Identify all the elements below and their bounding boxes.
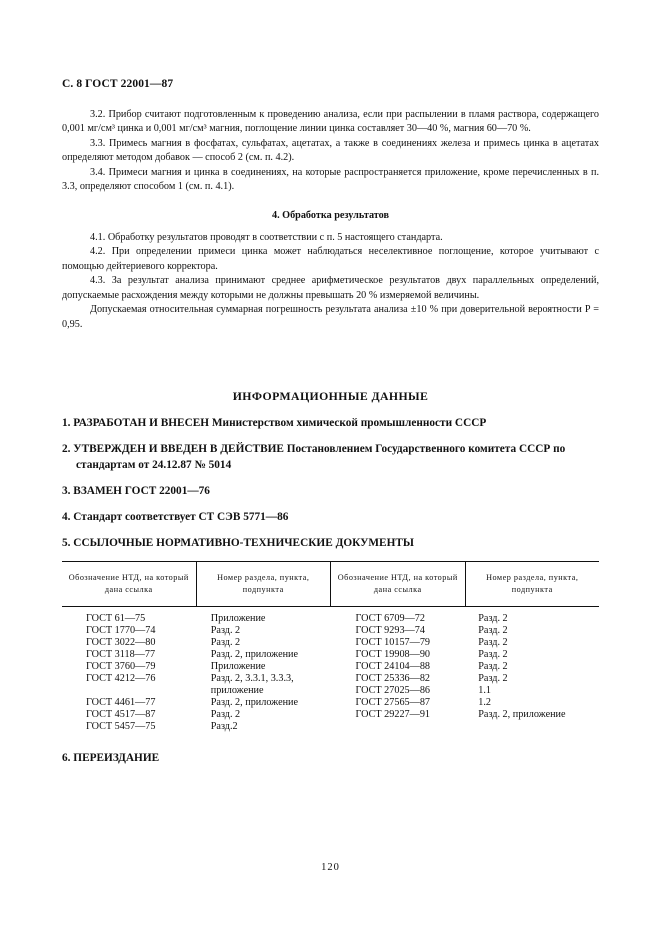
info-item-6: 6. ПЕРЕИЗДАНИЕ	[62, 752, 160, 764]
table-cell: Разд. 2, приложение	[210, 649, 299, 660]
column-ntd-right	[332, 613, 477, 733]
table-cell: ГОСТ 9293—74	[355, 625, 425, 636]
table-cell: Разд. 2, 3.3.1, 3.3.3, приложение	[210, 673, 294, 697]
paragraph-4-3: 4.3. За результат анализа принимают среднее арифметическое результатов двух параллельных определений, допускаемые расхождения между которыми не должны превышать 20 % измеряемой величины.	[62, 275, 599, 301]
paragraph-accuracy: Допускаемая относительная суммарная погрешность результата анализа ±10 % при доверительной вероятности P = 0,95.	[62, 304, 599, 330]
table-cell: ГОСТ 1770—74	[86, 625, 156, 636]
column-ntd-left	[62, 613, 207, 733]
table-cell: ГОСТ 19908—90	[355, 649, 431, 660]
table-cell: ГОСТ 4212—76	[86, 673, 156, 684]
table-cell: Приложение	[210, 613, 266, 624]
info-item-3: 3. ВЗАМЕН ГОСТ 22001—76	[62, 485, 210, 497]
table-cell: ГОСТ 25336—82	[355, 673, 431, 684]
header-section-left: Номер раздела, пункта, подпункта	[196, 562, 331, 606]
info-item-4: 4. Стандарт соответствует СТ СЭВ 5771—86	[62, 511, 289, 523]
page-header: С. 8 ГОСТ 22001—87	[62, 78, 174, 90]
table-cell: Разд.2	[210, 721, 238, 732]
info-item-5: 5. ССЫЛОЧНЫЕ НОРМАТИВНО-ТЕХНИЧЕСКИЕ ДОКУМЕНТЫ	[62, 537, 414, 549]
table-cell: Разд. 2, приложение	[210, 697, 299, 708]
table-cell: Разд. 2	[478, 649, 508, 660]
table-cell: Приложение	[210, 661, 266, 672]
paragraph-3-3: 3.3. Примесь магния в фосфатах, сульфатах, ацетатах, а также в соединениях железа и примесь цинка в ацетатах определяют методом добавок — способ 2 (см. п. 4.2).	[62, 137, 599, 164]
table-header	[62, 561, 599, 607]
table-cell: Разд. 2	[210, 709, 241, 720]
table-cell: Разд. 2, приложение	[478, 709, 566, 720]
header-section-right: Номер раздела, пункта, подпункта	[465, 562, 600, 606]
table-body	[62, 607, 599, 733]
paragraph-4-2: 4.2. При определении примеси цинка может наблюдаться неселективное поглощение, которое учитывают с помощью дейтериевого корректора.	[62, 246, 599, 272]
table-cell: ГОСТ 6709—72	[355, 613, 425, 624]
table-cell: Разд. 2	[478, 613, 508, 624]
table-cell: ГОСТ 3760—79	[86, 661, 156, 672]
column-section-left	[207, 613, 332, 733]
table-cell: Разд. 2	[210, 637, 241, 648]
header-ntd-right: Обозначение НТД, на который дана ссылка	[330, 562, 465, 606]
paragraphs-section-3	[62, 108, 599, 195]
paragraphs-section-4	[62, 231, 599, 332]
table-cell: ГОСТ 29227—91	[355, 709, 431, 720]
table-cell: ГОСТ 61—75	[86, 613, 146, 624]
table-cell: Разд. 2	[478, 673, 508, 684]
column-section-right	[476, 613, 599, 733]
info-item-2: 2. УТВЕРЖДЕН И ВВЕДЕН В ДЕЙСТВИЕ Постановлением Государственного комитета СССР по стандартам от 24.12.87 № 5014	[62, 443, 566, 472]
page-number: 120	[321, 862, 340, 873]
header-ntd-left: Обозначение НТД, на который дана ссылка	[68, 573, 189, 594]
table-cell: ГОСТ 3118—77	[86, 649, 156, 660]
table-cell: 1.2	[478, 697, 491, 708]
table-cell: ГОСТ 4517—87	[86, 709, 156, 720]
table-cell: ГОСТ 5457—75	[86, 721, 156, 732]
table-cell: Разд. 2	[478, 661, 508, 672]
table-cell: Разд. 2	[478, 637, 508, 648]
table-cell: Разд. 2	[478, 625, 508, 636]
table-cell: ГОСТ 3022—80	[86, 637, 156, 648]
paragraph-3-2: 3.2. Прибор считают подготовленным к проведению анализа, если при распылении в пламя раствора, содержащего 0,001 мг/см³ цинка и 0,001 мг/см³ магния, поглощение линии цинка составляет 30—40 %, магния 60—70 %.	[62, 109, 599, 135]
section-4-title: 4. Обработка результатов	[271, 210, 390, 221]
table-cell: Разд. 2	[210, 625, 241, 636]
paragraph-3-4: 3.4. Примеси магния и цинка в соединениях, на которые распространяется приложение, кроме перечисленных в п. 3.3, определяют способом 1 (см. п. 4.1).	[62, 166, 599, 193]
info-title: ИНФОРМАЦИОННЫЕ ДАННЫЕ	[232, 389, 429, 403]
info-item-1: 1. РАЗРАБОТАН И ВНЕСЕН Министерством химической промышленности СССР	[62, 417, 487, 429]
references-table	[62, 561, 599, 733]
table-cell: ГОСТ 10157—79	[355, 637, 431, 648]
table-cell: ГОСТ 27025—86	[355, 685, 431, 696]
table-cell: ГОСТ 24104—88	[355, 661, 431, 672]
table-cell: ГОСТ 27565—87	[355, 697, 431, 708]
table-cell: 1.1	[478, 685, 491, 696]
paragraph-4-1: 4.1. Обработку результатов проводят в соответствии с п. 5 настоящего стандарта.	[90, 232, 443, 243]
table-cell: ГОСТ 4461—77	[86, 697, 156, 708]
